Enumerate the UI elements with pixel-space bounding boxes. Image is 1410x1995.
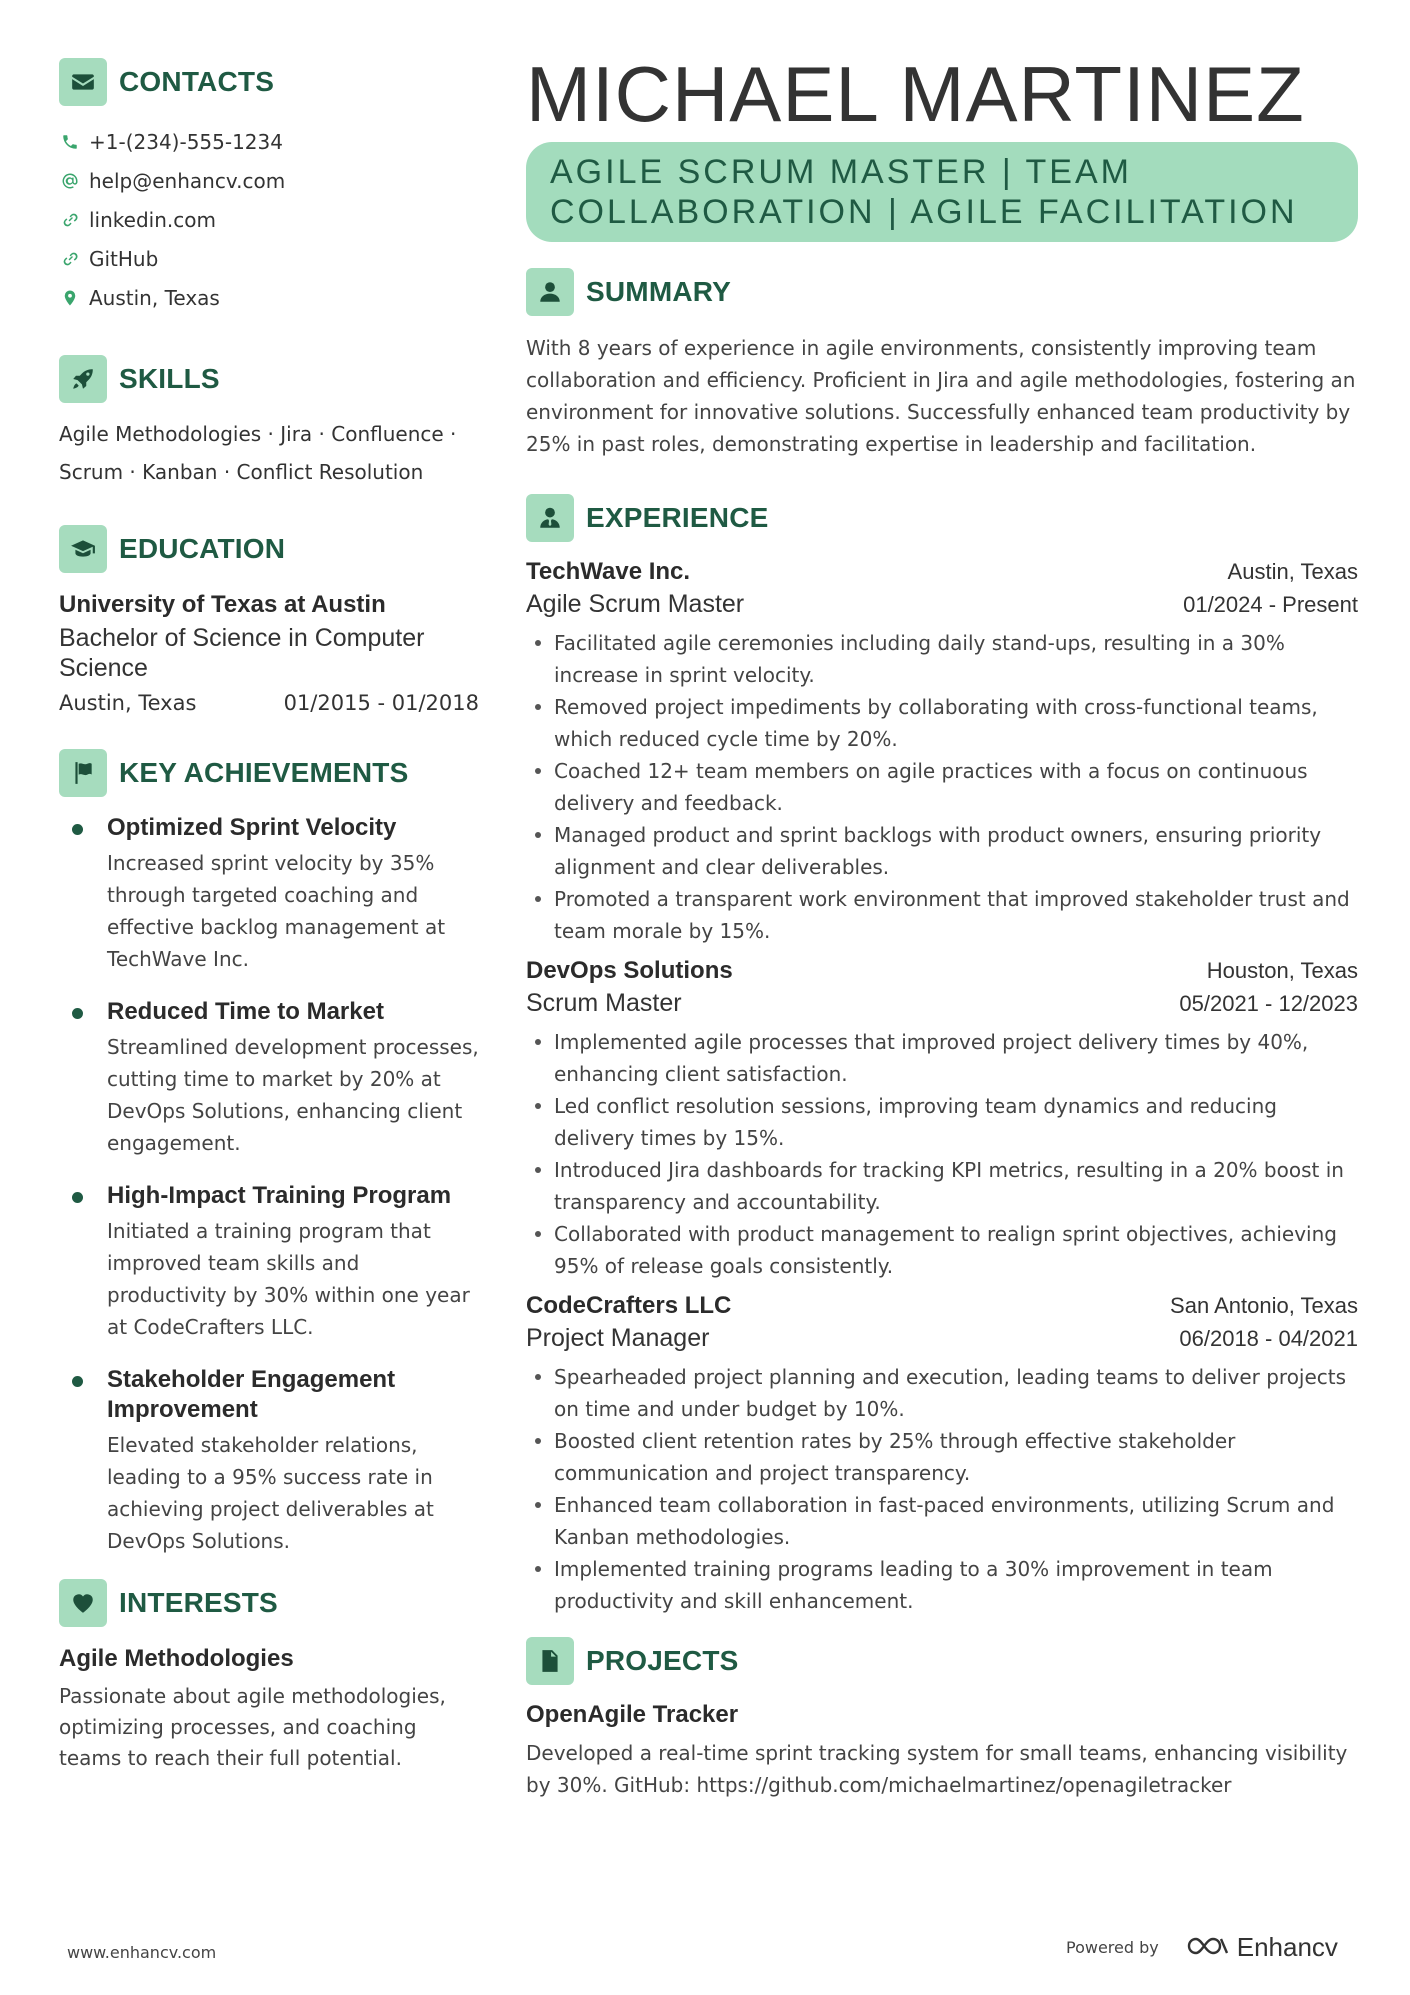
job-entry <box>526 1292 1358 1617</box>
skills-heading: SKILLS <box>119 363 220 394</box>
at-icon <box>59 170 81 192</box>
left-column <box>59 58 479 1774</box>
project-desc: Developed a real-time sprint tracking system for small teams, enhancing visibility by 30%. GitHub: https://github.com/michaelmartinez/openagiletracker <box>526 1741 1348 1797</box>
job-bullet: Coached 12+ team members on agile practices with a focus on continuous delivery and feedback. <box>526 755 1358 819</box>
job-company: CodeCrafters LLC <box>526 1292 732 1319</box>
job-subheader <box>526 590 1358 619</box>
project-title: OpenAgile Tracker <box>526 1701 739 1728</box>
bullet-dot <box>72 1376 83 1387</box>
projects-section <box>526 1637 1358 1801</box>
education-meta <box>59 691 479 715</box>
projects-header <box>526 1637 1358 1685</box>
experience-heading: EXPERIENCE <box>586 502 769 533</box>
job-location: Austin, Texas <box>1227 559 1358 584</box>
job-bullet: Enhanced team collaboration in fast-paced environments, utilizing Scrum and Kanban methodologies. <box>526 1489 1358 1553</box>
achievement-desc: Increased sprint velocity by 35% through targeted coaching and effective backlog management at TechWave Inc. <box>107 851 446 971</box>
achievement-item <box>59 1181 479 1343</box>
job-bullet: Spearheaded project planning and execution, leading teams to deliver projects on time and under budget by 10%. <box>526 1361 1358 1425</box>
job-dates: 06/2018 - 04/2021 <box>1179 1326 1358 1351</box>
achievement-title: High-Impact Training Program <box>107 1182 452 1209</box>
contacts-section <box>59 58 479 317</box>
job-dates: 01/2024 - Present <box>1183 592 1358 617</box>
job-subheader <box>526 1324 1358 1353</box>
user-tie-icon <box>526 494 574 542</box>
link-icon <box>59 248 81 270</box>
link-icon <box>59 209 81 231</box>
achievement-item <box>59 1365 479 1557</box>
skills-section <box>59 355 479 491</box>
interests-header <box>59 1579 479 1627</box>
job-bullets <box>526 1361 1358 1617</box>
contact-list <box>59 122 479 317</box>
job-bullet: Managed product and sprint backlogs with product owners, ensuring priority alignment and clear deliverables. <box>526 819 1358 883</box>
education-school: University of Texas at Austin <box>59 591 386 618</box>
education-degree: Bachelor of Science in Computer Science <box>59 624 425 682</box>
achievements-header <box>59 749 479 797</box>
summary-heading: SUMMARY <box>586 276 732 307</box>
phone-icon <box>59 131 81 153</box>
achievement-title: Reduced Time to Market <box>107 998 384 1025</box>
rocket-icon <box>59 355 107 403</box>
achievement-title: Optimized Sprint Velocity <box>107 814 397 841</box>
job-entry <box>526 558 1358 947</box>
job-bullet: Collaborated with product management to realign sprint objectives, achieving 95% of release goals consistently. <box>526 1218 1358 1282</box>
contact-location-text: Austin, Texas <box>89 285 220 310</box>
enhancv-logo-text: Enhancv <box>1236 1932 1338 1962</box>
candidate-name: MICHAEL MARTINEZ <box>526 50 1305 138</box>
job-role: Project Manager <box>526 1324 710 1352</box>
education-header <box>59 525 479 573</box>
contacts-header <box>59 58 479 106</box>
interests-section <box>59 1579 479 1774</box>
job-entry <box>526 957 1358 1282</box>
job-company: DevOps Solutions <box>526 957 733 984</box>
achievements-section <box>59 749 479 1557</box>
contact-phone-text: +1-(234)-555-1234 <box>89 129 283 154</box>
contact-email[interactable] <box>59 161 479 200</box>
education-dates: 01/2015 - 01/2018 <box>283 691 479 715</box>
experience-section <box>526 494 1358 1617</box>
achievement-item <box>59 813 479 975</box>
job-role: Scrum Master <box>526 989 682 1017</box>
job-header <box>526 957 1358 985</box>
job-company: TechWave Inc. <box>526 558 691 585</box>
contact-linkedin[interactable] <box>59 200 479 239</box>
job-header <box>526 558 1358 586</box>
footer-website[interactable]: www.enhancv.com <box>67 1943 217 1962</box>
job-location: Houston, Texas <box>1206 958 1358 983</box>
job-role: Agile Scrum Master <box>526 590 745 618</box>
summary-text: With 8 years of experience in agile environments, consistently improving team collaboration and efficiency. Proficient in Jira and agile methodologies, fostering an environment for innovative solutions. Successfully enhanced team productivity by 25% in past roles, demonstrating expertise in leadership and facilitation. <box>526 336 1356 456</box>
job-bullets <box>526 1026 1358 1282</box>
job-bullet: Led conflict resolution sessions, improving team dynamics and reducing delivery times by 15%. <box>526 1090 1358 1154</box>
skills-list: Agile Methodologies · Jira · Confluence · Scrum · Kanban · Conflict Resolution <box>59 422 457 484</box>
interest-desc: Passionate about agile methodologies, optimizing processes, and coaching teams to reach their full potential. <box>59 1684 446 1770</box>
job-bullet: Boosted client retention rates by 25% through effective stakeholder communication and project transparency. <box>526 1425 1358 1489</box>
summary-section <box>526 268 1358 460</box>
experience-header <box>526 494 1358 542</box>
skills-header <box>59 355 479 403</box>
right-column <box>526 52 1358 1801</box>
user-icon <box>526 268 574 316</box>
achievement-desc: Streamlined development processes, cutting time to market by 20% at DevOps Solutions, enhancing client engagement. <box>107 1035 479 1155</box>
education-location: Austin, Texas <box>59 691 197 715</box>
powered-by-label: Powered by <box>1066 1938 1159 1957</box>
achievement-item <box>59 997 479 1159</box>
interests-heading: INTERESTS <box>119 1587 278 1618</box>
bullet-dot <box>72 1192 83 1203</box>
job-bullets <box>526 627 1358 947</box>
flag-icon <box>59 749 107 797</box>
achievement-desc: Elevated stakeholder relations, leading to a 95% success rate in achieving project deliverables at DevOps Solutions. <box>107 1433 434 1553</box>
contact-email-text: help@enhancv.com <box>89 168 286 193</box>
job-bullet: Promoted a transparent work environment that improved stakeholder trust and team morale by 15%. <box>526 883 1358 947</box>
interest-title: Agile Methodologies <box>59 1645 294 1672</box>
job-bullet: Implemented agile processes that improved project delivery times by 40%, enhancing client satisfaction. <box>526 1026 1358 1090</box>
job-bullet: Introduced Jira dashboards for tracking KPI metrics, resulting in a 20% boost in transparency and accountability. <box>526 1154 1358 1218</box>
bullet-dot <box>72 1008 83 1019</box>
job-bullet: Implemented training programs leading to a 30% improvement in team productivity and skill enhancement. <box>526 1553 1358 1617</box>
achievement-desc: Initiated a training program that improved team skills and productivity by 30% within one year at CodeCrafters LLC. <box>107 1219 470 1339</box>
footer-branding <box>1066 1932 1338 1963</box>
achievements-heading: KEY ACHIEVEMENTS <box>119 757 409 788</box>
education-heading: EDUCATION <box>119 533 286 564</box>
document-icon <box>526 1637 574 1685</box>
education-section <box>59 525 479 715</box>
job-bullet: Removed project impediments by collaborating with cross-functional teams, which reduced cycle time by 20%. <box>526 691 1358 755</box>
contact-linkedin-text: linkedin.com <box>89 207 216 232</box>
contact-github-text: GitHub <box>89 246 159 271</box>
envelope-icon <box>59 58 107 106</box>
bullet-dot <box>72 824 83 835</box>
job-bullet: Facilitated agile ceremonies including daily stand-ups, resulting in a 30% increase in sprint velocity. <box>526 627 1358 691</box>
heart-icon <box>59 1579 107 1627</box>
summary-header <box>526 268 1358 316</box>
job-location: San Antonio, Texas <box>1170 1293 1358 1318</box>
contact-github[interactable] <box>59 239 479 278</box>
contact-phone[interactable] <box>59 122 479 161</box>
candidate-title: AGILE SCRUM MASTER | TEAM COLLABORATION | AGILE FACILITATION <box>526 142 1358 242</box>
projects-heading: PROJECTS <box>586 1645 739 1676</box>
job-header <box>526 1292 1358 1320</box>
project-item <box>526 1701 1358 1801</box>
location-pin-icon <box>59 287 81 309</box>
graduation-cap-icon <box>59 525 107 573</box>
enhancv-logo-icon <box>1185 1933 1231 1963</box>
achievement-title: Stakeholder Engagement Improvement <box>107 1366 396 1423</box>
achievements-list <box>59 813 479 1557</box>
contact-location <box>59 278 479 317</box>
contacts-heading: CONTACTS <box>119 66 275 97</box>
job-subheader <box>526 989 1358 1018</box>
job-dates: 05/2021 - 12/2023 <box>1179 991 1358 1016</box>
